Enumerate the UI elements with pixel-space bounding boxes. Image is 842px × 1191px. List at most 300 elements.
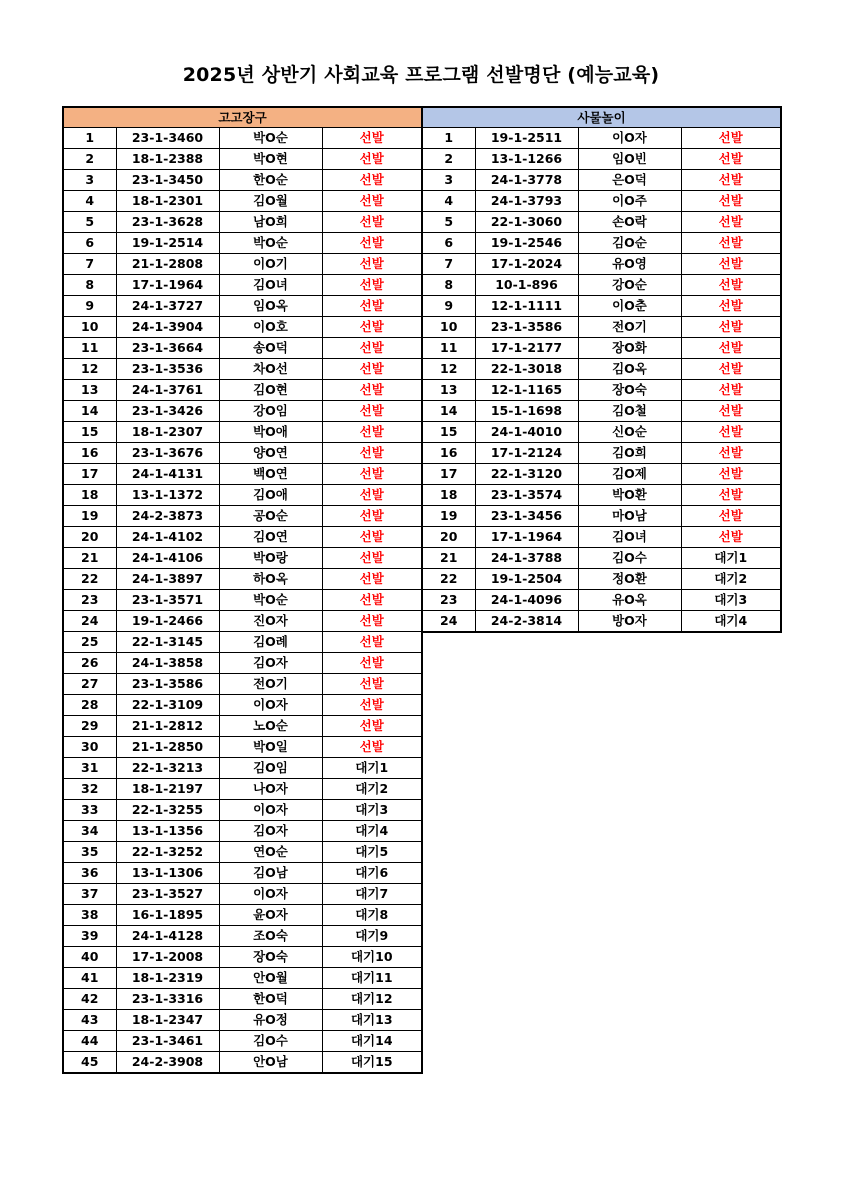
member-id-cell: 19-1-2511 (475, 128, 578, 149)
status-cell: 선발 (322, 506, 422, 527)
member-id-cell: 19-1-2466 (116, 611, 219, 632)
left-table-header: 고고장구 (63, 107, 422, 128)
table-row (63, 674, 422, 695)
row-number-cell: 6 (63, 233, 116, 254)
member-id-cell: 24-1-4131 (116, 464, 219, 485)
table-header-row (63, 107, 422, 128)
member-name-cell: 김O임 (219, 758, 322, 779)
row-number-cell: 17 (422, 464, 475, 485)
row-number-cell: 12 (422, 359, 475, 380)
status-cell: 선발 (681, 527, 781, 548)
row-number-cell: 18 (422, 485, 475, 506)
member-name-cell: 하O옥 (219, 569, 322, 590)
status-cell: 대기1 (322, 758, 422, 779)
member-name-cell: 유O영 (578, 254, 681, 275)
member-id-cell: 23-1-3586 (475, 317, 578, 338)
table-row (63, 653, 422, 674)
row-number-cell: 45 (63, 1052, 116, 1074)
member-name-cell: 김O순 (578, 233, 681, 254)
member-name-cell: 박O순 (219, 233, 322, 254)
row-number-cell: 2 (422, 149, 475, 170)
table-row (63, 275, 422, 296)
table-row (63, 842, 422, 863)
member-name-cell: 이O자 (219, 800, 322, 821)
table-row (63, 989, 422, 1010)
status-cell: 대기15 (322, 1052, 422, 1074)
member-id-cell: 15-1-1698 (475, 401, 578, 422)
row-number-cell: 4 (422, 191, 475, 212)
table-header-row (422, 107, 781, 128)
table-row (422, 464, 781, 485)
row-number-cell: 14 (63, 401, 116, 422)
member-id-cell: 24-1-4102 (116, 527, 219, 548)
row-number-cell: 28 (63, 695, 116, 716)
table-row (63, 737, 422, 758)
table-row (63, 149, 422, 170)
member-name-cell: 장O화 (578, 338, 681, 359)
table-row (422, 569, 781, 590)
right-table-header: 사물놀이 (422, 107, 781, 128)
row-number-cell: 38 (63, 905, 116, 926)
table-row (63, 569, 422, 590)
table-row (63, 380, 422, 401)
table-row (63, 632, 422, 653)
member-name-cell: 박O순 (219, 128, 322, 149)
member-id-cell: 18-1-2347 (116, 1010, 219, 1031)
row-number-cell: 33 (63, 800, 116, 821)
member-name-cell: 노O순 (219, 716, 322, 737)
row-number-cell: 23 (63, 590, 116, 611)
member-id-cell: 23-1-3571 (116, 590, 219, 611)
member-id-cell: 24-1-4010 (475, 422, 578, 443)
member-id-cell: 23-1-3527 (116, 884, 219, 905)
row-number-cell: 2 (63, 149, 116, 170)
member-name-cell: 윤O자 (219, 905, 322, 926)
member-id-cell: 22-1-3213 (116, 758, 219, 779)
status-cell: 대기2 (681, 569, 781, 590)
member-id-cell: 18-1-2301 (116, 191, 219, 212)
table-row (63, 191, 422, 212)
status-cell: 대기12 (322, 989, 422, 1010)
member-id-cell: 24-1-3727 (116, 296, 219, 317)
status-cell: 선발 (322, 674, 422, 695)
member-name-cell: 손O락 (578, 212, 681, 233)
status-cell: 선발 (681, 506, 781, 527)
status-cell: 대기13 (322, 1010, 422, 1031)
member-id-cell: 21-1-2808 (116, 254, 219, 275)
member-name-cell: 박O현 (219, 149, 322, 170)
row-number-cell: 8 (63, 275, 116, 296)
member-name-cell: 송O덕 (219, 338, 322, 359)
status-cell: 선발 (322, 359, 422, 380)
member-name-cell: 박O순 (219, 590, 322, 611)
member-name-cell: 방O자 (578, 611, 681, 633)
table-row (63, 254, 422, 275)
member-id-cell: 23-1-3664 (116, 338, 219, 359)
member-name-cell: 김O녀 (219, 275, 322, 296)
status-cell: 대기2 (322, 779, 422, 800)
member-name-cell: 한O덕 (219, 989, 322, 1010)
right-roster-table (421, 106, 782, 633)
member-id-cell: 17-1-2008 (116, 947, 219, 968)
row-number-cell: 32 (63, 779, 116, 800)
row-number-cell: 19 (422, 506, 475, 527)
member-id-cell: 19-1-2546 (475, 233, 578, 254)
member-id-cell: 17-1-1964 (475, 527, 578, 548)
member-name-cell: 은O덕 (578, 170, 681, 191)
status-cell: 선발 (681, 191, 781, 212)
member-id-cell: 24-1-4106 (116, 548, 219, 569)
member-id-cell: 22-1-3255 (116, 800, 219, 821)
member-id-cell: 22-1-3252 (116, 842, 219, 863)
table-row (422, 548, 781, 569)
member-id-cell: 23-1-3456 (475, 506, 578, 527)
table-row (422, 149, 781, 170)
member-id-cell: 18-1-2197 (116, 779, 219, 800)
status-cell: 선발 (322, 737, 422, 758)
member-id-cell: 24-1-3897 (116, 569, 219, 590)
row-number-cell: 18 (63, 485, 116, 506)
status-cell: 대기4 (322, 821, 422, 842)
member-id-cell: 22-1-3018 (475, 359, 578, 380)
member-name-cell: 박O애 (219, 422, 322, 443)
member-name-cell: 공O순 (219, 506, 322, 527)
member-name-cell: 김O옥 (578, 359, 681, 380)
status-cell: 선발 (322, 611, 422, 632)
member-id-cell: 10-1-896 (475, 275, 578, 296)
row-number-cell: 21 (63, 548, 116, 569)
member-name-cell: 나O자 (219, 779, 322, 800)
member-name-cell: 김O자 (219, 653, 322, 674)
row-number-cell: 41 (63, 968, 116, 989)
table-row (63, 464, 422, 485)
table-row (422, 443, 781, 464)
row-number-cell: 6 (422, 233, 475, 254)
table-row (63, 443, 422, 464)
row-number-cell: 10 (422, 317, 475, 338)
row-number-cell: 35 (63, 842, 116, 863)
member-name-cell: 강O임 (219, 401, 322, 422)
status-cell: 대기7 (322, 884, 422, 905)
table-row (422, 212, 781, 233)
member-id-cell: 23-1-3461 (116, 1031, 219, 1052)
table-row (63, 905, 422, 926)
member-name-cell: 박O환 (578, 485, 681, 506)
row-number-cell: 34 (63, 821, 116, 842)
member-id-cell: 22-1-3145 (116, 632, 219, 653)
status-cell: 선발 (322, 191, 422, 212)
left-roster-table (62, 106, 423, 1074)
row-number-cell: 36 (63, 863, 116, 884)
table-row (63, 779, 422, 800)
status-cell: 대기14 (322, 1031, 422, 1052)
row-number-cell: 20 (63, 527, 116, 548)
member-id-cell: 13-1-1266 (475, 149, 578, 170)
member-name-cell: 김O애 (219, 485, 322, 506)
row-number-cell: 14 (422, 401, 475, 422)
table-row (63, 821, 422, 842)
status-cell: 선발 (322, 254, 422, 275)
member-id-cell: 24-1-4096 (475, 590, 578, 611)
member-name-cell: 차O선 (219, 359, 322, 380)
member-id-cell: 13-1-1372 (116, 485, 219, 506)
row-number-cell: 4 (63, 191, 116, 212)
table-row (63, 317, 422, 338)
member-id-cell: 23-1-3460 (116, 128, 219, 149)
status-cell: 선발 (681, 233, 781, 254)
status-cell: 선발 (322, 128, 422, 149)
status-cell: 대기8 (322, 905, 422, 926)
member-name-cell: 신O순 (578, 422, 681, 443)
status-cell: 대기11 (322, 968, 422, 989)
member-id-cell: 19-1-2504 (475, 569, 578, 590)
member-id-cell: 23-1-3628 (116, 212, 219, 233)
member-name-cell: 김O녀 (578, 527, 681, 548)
member-id-cell: 18-1-2388 (116, 149, 219, 170)
member-name-cell: 김O현 (219, 380, 322, 401)
table-row (422, 359, 781, 380)
row-number-cell: 19 (63, 506, 116, 527)
status-cell: 선발 (322, 401, 422, 422)
status-cell: 선발 (681, 422, 781, 443)
table-row (422, 485, 781, 506)
status-cell: 선발 (322, 338, 422, 359)
status-cell: 선발 (681, 170, 781, 191)
table-row (422, 611, 781, 633)
member-name-cell: 김O연 (219, 527, 322, 548)
member-name-cell: 박O일 (219, 737, 322, 758)
member-id-cell: 21-1-2812 (116, 716, 219, 737)
row-number-cell: 5 (63, 212, 116, 233)
member-name-cell: 마O남 (578, 506, 681, 527)
table-row (63, 422, 422, 443)
table-row (63, 926, 422, 947)
member-id-cell: 18-1-2307 (116, 422, 219, 443)
table-row (63, 716, 422, 737)
member-name-cell: 유O정 (219, 1010, 322, 1031)
row-number-cell: 16 (63, 443, 116, 464)
row-number-cell: 12 (63, 359, 116, 380)
member-name-cell: 장O숙 (219, 947, 322, 968)
row-number-cell: 44 (63, 1031, 116, 1052)
table-row (63, 884, 422, 905)
table-row (422, 590, 781, 611)
table-row (63, 800, 422, 821)
table-row (63, 338, 422, 359)
row-number-cell: 15 (422, 422, 475, 443)
status-cell: 선발 (322, 569, 422, 590)
row-number-cell: 1 (422, 128, 475, 149)
page-title: 2025년 상반기 사회교육 프로그램 선발명단 (예능교육) (182, 64, 660, 86)
member-name-cell: 이O호 (219, 317, 322, 338)
member-id-cell: 23-1-3574 (475, 485, 578, 506)
table-row (422, 128, 781, 149)
member-name-cell: 이O자 (219, 884, 322, 905)
member-id-cell: 22-1-3109 (116, 695, 219, 716)
member-name-cell: 안O월 (219, 968, 322, 989)
member-name-cell: 이O주 (578, 191, 681, 212)
member-id-cell: 23-1-3316 (116, 989, 219, 1010)
member-id-cell: 17-1-2024 (475, 254, 578, 275)
member-id-cell: 24-2-3873 (116, 506, 219, 527)
member-id-cell: 24-1-3904 (116, 317, 219, 338)
member-name-cell: 김O희 (578, 443, 681, 464)
member-id-cell: 24-1-3761 (116, 380, 219, 401)
status-cell: 선발 (322, 233, 422, 254)
member-id-cell: 17-1-2124 (475, 443, 578, 464)
member-id-cell: 18-1-2319 (116, 968, 219, 989)
row-number-cell: 21 (422, 548, 475, 569)
member-id-cell: 23-1-3536 (116, 359, 219, 380)
member-name-cell: 조O숙 (219, 926, 322, 947)
member-id-cell: 13-1-1356 (116, 821, 219, 842)
member-id-cell: 24-1-3778 (475, 170, 578, 191)
table-row (63, 947, 422, 968)
table-row (63, 527, 422, 548)
row-number-cell: 9 (422, 296, 475, 317)
status-cell: 선발 (681, 212, 781, 233)
row-number-cell: 23 (422, 590, 475, 611)
status-cell: 대기10 (322, 947, 422, 968)
status-cell: 선발 (322, 212, 422, 233)
table-row (422, 401, 781, 422)
member-name-cell: 김O월 (219, 191, 322, 212)
status-cell: 선발 (322, 149, 422, 170)
member-name-cell: 백O연 (219, 464, 322, 485)
status-cell: 선발 (681, 296, 781, 317)
table-row (422, 191, 781, 212)
table-row (422, 338, 781, 359)
status-cell: 선발 (681, 485, 781, 506)
row-number-cell: 42 (63, 989, 116, 1010)
row-number-cell: 1 (63, 128, 116, 149)
row-number-cell: 13 (422, 380, 475, 401)
member-id-cell: 24-1-3858 (116, 653, 219, 674)
table-row (63, 359, 422, 380)
table-row (63, 296, 422, 317)
row-number-cell: 7 (63, 254, 116, 275)
member-id-cell: 24-2-3908 (116, 1052, 219, 1074)
member-name-cell: 양O연 (219, 443, 322, 464)
status-cell: 대기4 (681, 611, 781, 633)
member-name-cell: 김O남 (219, 863, 322, 884)
table-row (422, 317, 781, 338)
status-cell: 선발 (322, 464, 422, 485)
member-name-cell: 남O희 (219, 212, 322, 233)
table-row (63, 1031, 422, 1052)
member-id-cell: 24-1-3793 (475, 191, 578, 212)
row-number-cell: 10 (63, 317, 116, 338)
member-name-cell: 한O순 (219, 170, 322, 191)
status-cell: 대기3 (322, 800, 422, 821)
table-row (63, 611, 422, 632)
member-id-cell: 22-1-3060 (475, 212, 578, 233)
member-id-cell: 24-2-3814 (475, 611, 578, 633)
status-cell: 대기5 (322, 842, 422, 863)
member-name-cell: 김O자 (219, 821, 322, 842)
member-id-cell: 24-1-4128 (116, 926, 219, 947)
member-name-cell: 김O례 (219, 632, 322, 653)
status-cell: 선발 (322, 485, 422, 506)
status-cell: 선발 (322, 422, 422, 443)
member-id-cell: 23-1-3676 (116, 443, 219, 464)
member-id-cell: 13-1-1306 (116, 863, 219, 884)
member-name-cell: 전O기 (219, 674, 322, 695)
member-id-cell: 21-1-2850 (116, 737, 219, 758)
table-row (63, 758, 422, 779)
status-cell: 선발 (322, 590, 422, 611)
status-cell: 선발 (322, 653, 422, 674)
row-number-cell: 25 (63, 632, 116, 653)
status-cell: 선발 (681, 380, 781, 401)
member-name-cell: 이O기 (219, 254, 322, 275)
member-name-cell: 이O자 (578, 128, 681, 149)
member-name-cell: 유O옥 (578, 590, 681, 611)
row-number-cell: 11 (63, 338, 116, 359)
row-number-cell: 27 (63, 674, 116, 695)
status-cell: 선발 (322, 380, 422, 401)
member-name-cell: 김O철 (578, 401, 681, 422)
row-number-cell: 26 (63, 653, 116, 674)
status-cell: 대기9 (322, 926, 422, 947)
status-cell: 대기1 (681, 548, 781, 569)
table-row (422, 254, 781, 275)
row-number-cell: 17 (63, 464, 116, 485)
member-name-cell: 이O춘 (578, 296, 681, 317)
status-cell: 선발 (322, 527, 422, 548)
table-row (63, 863, 422, 884)
member-name-cell: 김O수 (219, 1031, 322, 1052)
row-number-cell: 8 (422, 275, 475, 296)
status-cell: 선발 (681, 338, 781, 359)
member-name-cell: 임O옥 (219, 296, 322, 317)
row-number-cell: 40 (63, 947, 116, 968)
table-row (63, 212, 422, 233)
status-cell: 선발 (322, 548, 422, 569)
member-name-cell: 김O제 (578, 464, 681, 485)
table-row (422, 170, 781, 191)
status-cell: 선발 (322, 170, 422, 191)
member-id-cell: 23-1-3586 (116, 674, 219, 695)
row-number-cell: 24 (422, 611, 475, 633)
member-name-cell: 전O기 (578, 317, 681, 338)
member-name-cell: 이O자 (219, 695, 322, 716)
table-row (422, 233, 781, 254)
row-number-cell: 31 (63, 758, 116, 779)
member-name-cell: 강O순 (578, 275, 681, 296)
member-name-cell: 박O랑 (219, 548, 322, 569)
row-number-cell: 7 (422, 254, 475, 275)
row-number-cell: 24 (63, 611, 116, 632)
table-row (422, 275, 781, 296)
member-id-cell: 12-1-1111 (475, 296, 578, 317)
status-cell: 선발 (681, 359, 781, 380)
status-cell: 대기3 (681, 590, 781, 611)
table-row (63, 485, 422, 506)
member-name-cell: 안O남 (219, 1052, 322, 1074)
member-name-cell: 진O자 (219, 611, 322, 632)
member-name-cell: 장O숙 (578, 380, 681, 401)
row-number-cell: 9 (63, 296, 116, 317)
table-row (63, 548, 422, 569)
status-cell: 선발 (681, 464, 781, 485)
row-number-cell: 22 (422, 569, 475, 590)
status-cell: 선발 (322, 695, 422, 716)
status-cell: 선발 (322, 716, 422, 737)
table-row (63, 506, 422, 527)
member-name-cell: 김O수 (578, 548, 681, 569)
status-cell: 선발 (322, 632, 422, 653)
